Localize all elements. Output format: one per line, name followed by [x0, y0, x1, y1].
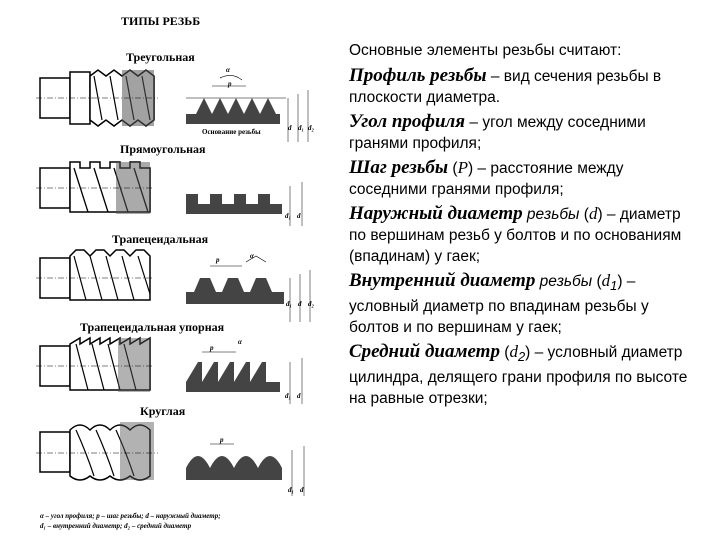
section-title-trapezoidal: Трапецеидальная: [112, 232, 209, 246]
label-d-5: d: [300, 486, 304, 494]
rectangular-thread-drawing: [36, 156, 336, 226]
label-alpha-3: α: [250, 252, 254, 260]
triangular-thread-drawing: [36, 64, 336, 144]
label-p-1: p: [228, 80, 232, 88]
section-title-round: Круглая: [140, 404, 186, 418]
symbol-p: P: [457, 158, 468, 177]
term-minor-diameter: Внутренний диаметр: [349, 270, 536, 291]
term-pitch-diameter: Средний диаметр: [349, 341, 500, 363]
label-d1-4: d₁: [285, 392, 291, 400]
label-p-5: p: [220, 436, 224, 444]
trapezoidal-thread-drawing: [36, 244, 336, 324]
definitions-text: [349, 40, 701, 409]
definition-major-diameter: Наружный диаметр резьбы (d) – диаметр по вершинам резьб у болтов и по основаниям (впадинам) у гаек;: [349, 203, 682, 265]
term-angle: Угол профиля: [349, 111, 466, 132]
legend-line-1: α – угол профиля; p – шаг резьбы; d – наружный диаметр;: [40, 512, 221, 520]
term-pitch: Шаг резьбы: [349, 157, 449, 178]
buttress-thread-drawing: [36, 334, 336, 404]
label-d1-1: d₁: [298, 124, 304, 132]
label-d1-5: d₁: [288, 486, 294, 494]
section-title-rectangular: Прямоугольная: [120, 142, 206, 156]
label-d-4: d: [297, 392, 301, 400]
definition-angle: Угол профиля – угол между соседними гранями профиля;: [349, 111, 646, 152]
label-alpha-1: α: [226, 66, 230, 74]
symbol-d1: d: [601, 271, 611, 290]
label-p-3: p: [216, 256, 220, 264]
definition-pitch-diameter: Средний диаметр $(d_2)$ – условный диаметр цилиндра, делящего грани профиля по высоте на равные отрезки;: [349, 341, 688, 408]
label-d-3: d: [298, 300, 302, 308]
caption-thread-base: Основание резьбы: [202, 128, 261, 136]
section-title-triangular: Треугольная: [126, 50, 195, 64]
definition-pitch: Шаг резьбы (P) – расстояние между соседними гранями профиля;: [349, 157, 624, 198]
term-major-diameter: Наружный диаметр: [349, 203, 523, 224]
symbol-d2: d: [509, 342, 518, 362]
legend-line-2: d₁ – внутренний диаметр; d₂ – средний диаметр: [40, 522, 192, 530]
label-d1-3: d₁: [286, 300, 292, 308]
definition-minor-diameter: Внутренний диаметр резьбы $(d_1)$ – условный диаметр по впадинам резьбы у болтов и по вершинам у гаек;: [349, 270, 649, 337]
label-p-4: p: [210, 344, 214, 352]
label-d2-3: d₂: [308, 300, 314, 308]
figure-title: ТИПЫ РЕЗЬБ: [121, 14, 201, 28]
label-d1-2: d₁: [285, 212, 291, 220]
symbol-d: d: [588, 204, 598, 223]
term-profile: Профиль резьбы: [349, 65, 487, 86]
intro-text: Основные элементы резьбы считают:: [349, 42, 622, 59]
label-alpha-4: α: [238, 338, 242, 346]
section-title-buttress: Трапецеидальная упорная: [80, 320, 225, 334]
label-d2-1: d₂: [308, 124, 314, 132]
definition-profile: Профиль резьбы – вид сечения резьбы в плоскости диаметра.: [349, 65, 662, 106]
thread-types-figure: [0, 0, 340, 540]
label-d-2: d: [297, 212, 301, 220]
label-d-1: d: [288, 124, 292, 132]
